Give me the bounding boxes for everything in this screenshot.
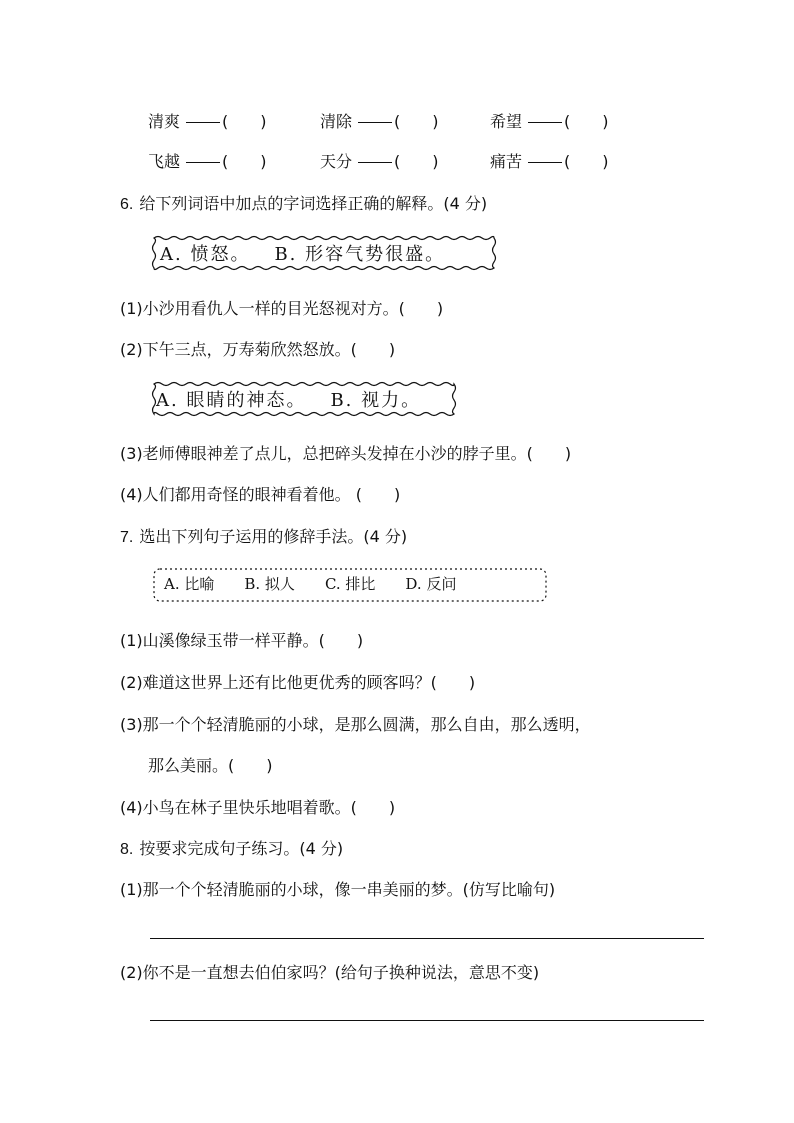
q6-item-4 <box>120 482 400 505</box>
blank-1-3[interactable]: ( ) <box>564 112 609 131</box>
question-7-text: 选出下列句子运用的修辞手法。(4 分) <box>139 527 408 546</box>
question-7-title <box>120 524 407 547</box>
blank-1-2[interactable]: ( ) <box>394 112 439 131</box>
word-pair-row-2 <box>148 149 267 172</box>
option-a: A. 比喻 <box>164 575 215 593</box>
q7-item-2 <box>120 670 475 693</box>
blank-1-1[interactable]: ( ) <box>222 112 267 131</box>
definition-box-2 <box>150 380 458 418</box>
item-text: 老师傅眼神差了点儿，总把碎头发掉在小沙的脖子里。( ) <box>142 444 572 463</box>
word-1-2: 清除 <box>320 112 353 131</box>
question-8-title <box>120 836 343 859</box>
box1-option-a: A. 愤怒。 <box>160 244 251 265</box>
item-text: 小鸟在林子里快乐地唱着歌。( ) <box>142 798 396 817</box>
item-number: (2) <box>120 963 143 982</box>
word-pair-row-1c <box>490 109 609 132</box>
box2-option-b: B. 视力。 <box>330 390 422 411</box>
question-6-title <box>120 191 487 214</box>
q7-item-3 <box>120 712 591 735</box>
item-number: (3) <box>120 715 143 734</box>
q6-item-2 <box>120 337 395 360</box>
q6-item-1 <box>120 296 443 319</box>
blank-2-2[interactable]: ( ) <box>394 152 439 171</box>
item-number: (4) <box>120 485 143 504</box>
q8-item-2 <box>120 960 539 983</box>
item-text: 你不是一直想去伯伯家吗？(给句子换种说法，意思不变) <box>142 963 540 982</box>
q6-item-3 <box>120 441 571 464</box>
question-8-number: 8. <box>120 841 134 858</box>
word-1-3: 希望 <box>490 112 523 131</box>
item-number: (2) <box>120 340 143 359</box>
question-7-number: 7. <box>120 529 134 546</box>
option-b: B. 拟人 <box>244 575 295 593</box>
answer-line-2[interactable] <box>150 1020 704 1021</box>
word-1-1: 清爽 <box>148 112 181 131</box>
word-2-2: 天分 <box>320 152 353 171</box>
item-text: 难道这世界上还有比他更优秀的顾客吗？( ) <box>142 673 476 692</box>
item-number: (3) <box>120 444 143 463</box>
item-number: (4) <box>120 798 143 817</box>
box2-option-a: A. 眼睛的神态。 <box>156 390 307 411</box>
word-2-3: 痛苦 <box>490 152 523 171</box>
item-number: (1) <box>120 631 143 650</box>
option-d: D. 反问 <box>405 575 457 593</box>
item-text: 那一个个轻清脆丽的小球，像一串美丽的梦。(仿写比喻句) <box>142 880 556 899</box>
q7-item-1 <box>120 628 363 651</box>
word-pair-row-1 <box>148 109 267 132</box>
item-text: 那一个个轻清脆丽的小球，是那么圆满，那么自由，那么透明， <box>142 715 591 734</box>
word-pair-row-1b <box>320 109 439 132</box>
question-6-number: 6. <box>120 196 134 213</box>
definition-box-1 <box>150 234 498 272</box>
box1-option-b: B. 形容气势很盛。 <box>274 244 446 265</box>
word-2-1: 飞越 <box>148 152 181 171</box>
blank-2-1[interactable]: ( ) <box>222 152 267 171</box>
item-number: (2) <box>120 673 143 692</box>
item-text: 山溪像绿玉带一样平静。( ) <box>142 631 364 650</box>
question-6-text: 给下列词语中加点的字词选择正确的解释。(4 分) <box>139 194 488 213</box>
answer-line-1[interactable] <box>150 938 704 939</box>
word-pair-row-2b <box>320 149 439 172</box>
item-number: (1) <box>120 299 143 318</box>
option-c: C. 排比 <box>324 575 376 593</box>
question-8-text: 按要求完成句子练习。(4 分) <box>139 839 344 858</box>
item-text: 小沙用看仇人一样的目光怒视对方。( ) <box>142 299 444 318</box>
item-text: 人们都用奇怪的眼神看着他。 ( ) <box>142 485 401 504</box>
item-text: 下午三点，万寿菊欣然怒放。( ) <box>142 340 396 359</box>
q7-item-3-continued: 那么美丽。( ) <box>148 756 273 775</box>
word-pair-row-2c <box>490 149 609 172</box>
q8-item-1 <box>120 877 555 900</box>
rhetoric-options-box <box>152 567 548 603</box>
item-number: (1) <box>120 880 143 899</box>
q7-item-4 <box>120 795 395 818</box>
blank-2-3[interactable]: ( ) <box>564 152 609 171</box>
